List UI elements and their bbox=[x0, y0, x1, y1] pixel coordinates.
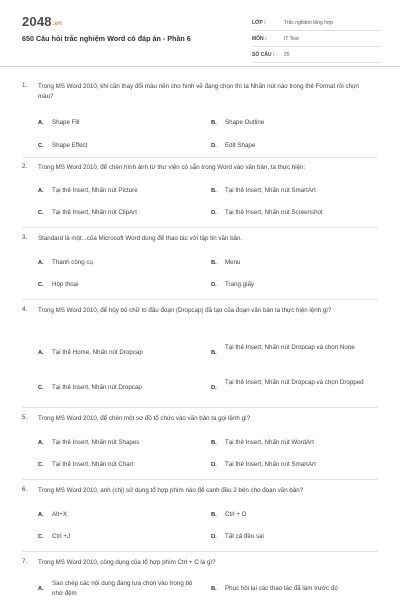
option-text: Alt+X bbox=[52, 511, 67, 518]
option-letter: B. bbox=[211, 188, 217, 194]
option-text: Ctrl + O bbox=[225, 511, 247, 518]
option-letter: C. bbox=[38, 462, 44, 468]
option-letter: A. bbox=[38, 440, 44, 446]
option-letter: C. bbox=[38, 534, 44, 540]
option-letter: C. bbox=[38, 210, 44, 216]
option-text: Shape Fill bbox=[52, 119, 80, 126]
option-letter: A. bbox=[38, 260, 44, 266]
option-text: Sao chép các nội dung đang lựa chọn vào trong bộ nhớ đệm bbox=[52, 580, 193, 597]
meta-row-count bbox=[252, 47, 382, 63]
option-text: Tại thẻ Insert, Nhấn nút Shapes bbox=[52, 439, 140, 446]
meta-label: MÔN : bbox=[252, 35, 267, 42]
logo-text: 2048 bbox=[22, 14, 52, 29]
option-letter: D. bbox=[211, 210, 217, 216]
option-letter: D. bbox=[211, 462, 217, 468]
option-text: Tại thẻ Insert, Nhấn nút ClipArt bbox=[52, 209, 137, 216]
option-text: Tại thẻ Home, Nhấn nút Dropcap bbox=[52, 349, 143, 356]
option-letter: C. bbox=[38, 385, 44, 391]
option-letter: A. bbox=[38, 350, 44, 356]
option-text: Tại thẻ Insert, Nhấn nút Dropcap và chọn None bbox=[225, 344, 355, 351]
option-text: Tại thẻ Insert, Nhấn nút Dropcap bbox=[52, 384, 142, 391]
meta-value: 25 bbox=[284, 51, 290, 58]
question-number: 3. bbox=[22, 234, 28, 241]
question-text: Standard là một...của Microsoft Word dùng để thao tác với tập tin văn bản. bbox=[38, 235, 243, 242]
question-divider bbox=[22, 227, 378, 228]
question-divider bbox=[22, 479, 378, 480]
question-text: Trong MS Word 2010, khi cần thay đổi màu nền cho hình vẽ đang chọn thì ta Nhấn nút nào trong thẻ Format rồi chọn màu? bbox=[38, 83, 359, 100]
option-letter: B. bbox=[211, 512, 217, 518]
option-letter: B. bbox=[211, 586, 217, 592]
site-logo[interactable] bbox=[22, 14, 62, 29]
option-letter: B. bbox=[211, 120, 217, 126]
meta-label: SỐ CÂU : bbox=[252, 51, 275, 58]
meta-value: Trắc nghiệm tổng hợp bbox=[284, 19, 333, 26]
question-number: 6. bbox=[22, 486, 28, 493]
option-text: Tại thẻ Insert, Nhấn nút SmartArt bbox=[225, 461, 316, 468]
option-letter: A. bbox=[38, 512, 44, 518]
option-letter: A. bbox=[38, 586, 44, 592]
meta-row-subject bbox=[252, 31, 382, 47]
option-text: Tại thẻ Insert, Nhấn nút Picture bbox=[52, 187, 138, 194]
option-text: Phục hồi lại các thao tác đã làm trước đó bbox=[225, 585, 338, 592]
option-text: Shape Outline bbox=[225, 119, 265, 126]
question-text: Trong MS Word 2010, để chèn hình ảnh từ thư viện có sẵn trong Word vào văn bản, ta thực hiện: bbox=[38, 164, 306, 171]
option-text: Tại thẻ Insert, Nhấn nút WordArt bbox=[225, 439, 314, 446]
document-meta bbox=[252, 15, 382, 63]
option-letter: D. bbox=[211, 143, 217, 149]
meta-value: IT Test bbox=[284, 35, 299, 42]
logo-tld: .vn bbox=[52, 21, 63, 27]
option-text: Tại thẻ Insert, Nhấn nút Dropcap và chọn Dropped bbox=[225, 379, 364, 386]
document-title: 650 Câu hỏi trắc nghiệm Word có đáp án - Phần 6 bbox=[22, 34, 191, 43]
question-divider bbox=[22, 157, 378, 158]
question-text: Trong MS Word 2010, anh (chị) sử dụng tổ hợp phím nào để canh đều 2 bên cho đoạn văn bản? bbox=[38, 487, 304, 494]
option-letter: B. bbox=[211, 260, 217, 266]
question-divider bbox=[22, 551, 378, 552]
question-text: Trong MS Word 2010, để chèn một sơ đồ tổ chức vào văn bản ta gọi lệnh gì? bbox=[38, 415, 251, 422]
question-text: Trong MS Word 2010, để hủy bỏ chữ to đầu đoạn (Dropcap) đã tạo của đoạn văn bản ta thực hiện lệnh gì? bbox=[38, 307, 332, 314]
option-letter: D. bbox=[211, 385, 217, 391]
document-header bbox=[0, 0, 400, 67]
question-number: 1. bbox=[22, 82, 28, 89]
meta-row-class bbox=[252, 15, 382, 31]
option-letter: A. bbox=[38, 188, 44, 194]
question-text: Trong MS Word 2010, công dụng của tổ hợp phím Ctrl + C là gì? bbox=[38, 559, 216, 566]
question-number: 2. bbox=[22, 163, 28, 170]
option-text: Tại thẻ Insert, Nhấn nút Screenshot bbox=[225, 209, 323, 216]
question-number: 7. bbox=[22, 558, 28, 565]
option-text: Menu bbox=[225, 259, 241, 266]
option-text: Hộp thoại bbox=[52, 281, 79, 288]
option-text: Thanh công cụ bbox=[52, 259, 93, 266]
option-text: Trang giấy bbox=[225, 281, 255, 288]
question-number: 4. bbox=[22, 306, 28, 313]
option-text: Ctrl +J bbox=[52, 533, 71, 540]
option-text: Shape Effect bbox=[52, 142, 88, 149]
option-text: Tất cả đều sai bbox=[225, 533, 264, 540]
option-letter: C. bbox=[38, 282, 44, 288]
question-divider bbox=[22, 407, 378, 408]
option-letter: D. bbox=[211, 534, 217, 540]
option-text: Edit Shape bbox=[225, 142, 256, 149]
meta-label: LỚP : bbox=[252, 19, 266, 26]
option-text: Tại thẻ Insert, Nhấn nút Chart bbox=[52, 461, 134, 468]
question-divider bbox=[22, 299, 378, 300]
question-number: 5. bbox=[22, 414, 28, 421]
option-letter: D. bbox=[211, 282, 217, 288]
option-letter: B. bbox=[211, 440, 217, 446]
option-letter: C. bbox=[38, 143, 44, 149]
option-text: Tại thẻ Insert, Nhấn nút SmartArt bbox=[225, 187, 316, 194]
option-letter: A. bbox=[38, 120, 44, 126]
option-letter: B. bbox=[211, 350, 217, 356]
